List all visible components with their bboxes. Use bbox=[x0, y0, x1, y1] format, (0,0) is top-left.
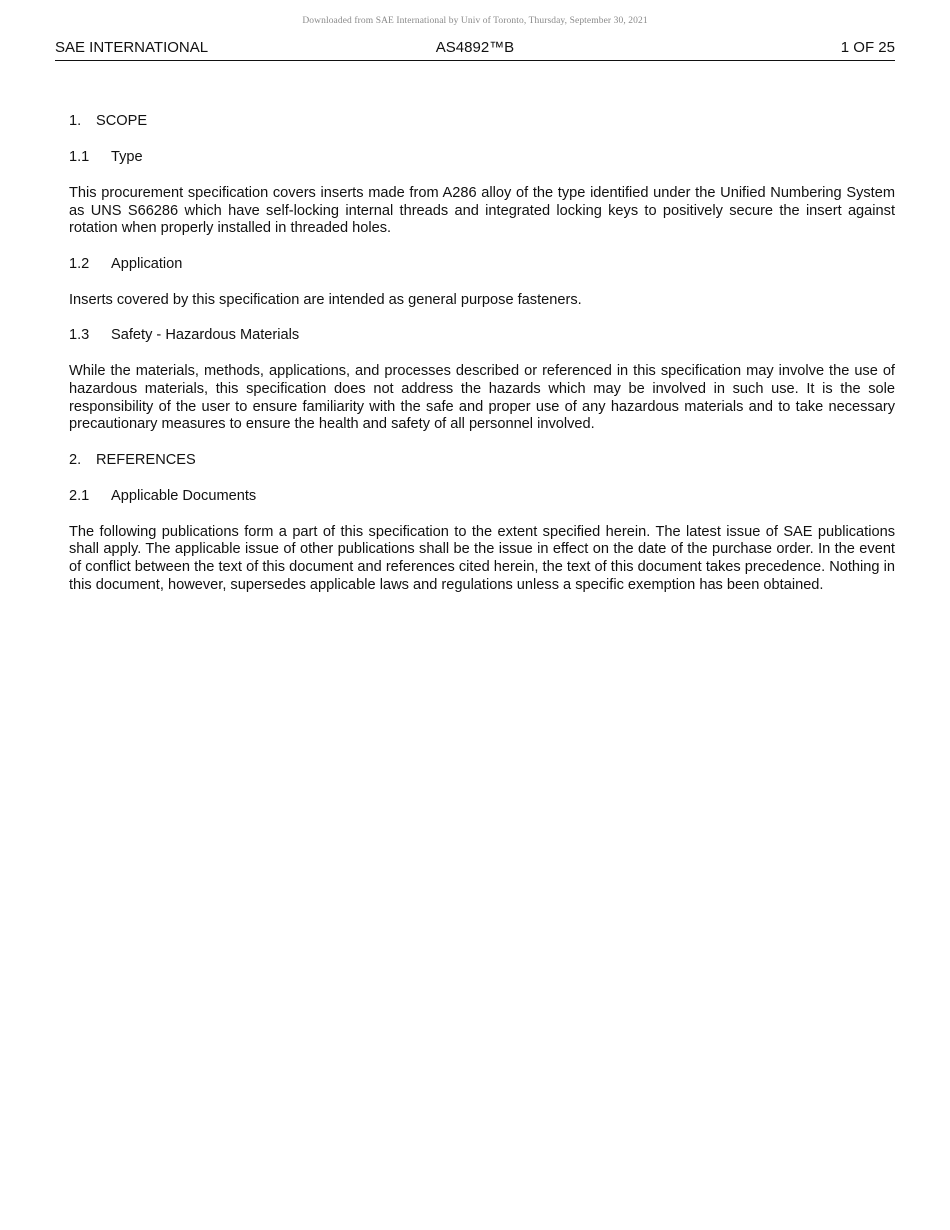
section-heading-scope bbox=[69, 113, 895, 131]
document-body bbox=[69, 113, 895, 594]
header-page-number: 1 OF 25 bbox=[840, 39, 895, 56]
section-title: SCOPE bbox=[96, 113, 148, 129]
paragraph-application: Inserts covered by this specification are intended as general purpose fasteners. bbox=[69, 291, 582, 308]
section-heading-applicable-documents bbox=[69, 488, 895, 506]
paragraph-safety: While the materials, methods, applications, and processes described or referenced in this specification may involve the use of hazardous materials, this specification does not address the hazards which may be involved in such use. It is the sole responsibility of the user to ensure familiarity with the safe and proper use of any hazardous materials and to take necessary precautionary measures to ensure the health and safety of all personnel involved. bbox=[69, 363, 895, 433]
paragraph-applicable-documents: The following publications form a part of this specification to the extent specified herein. The latest issue of SAE publications shall apply. The applicable issue of other publications shall be the issue in effect on the date of the purchase order. In the event of conflict between the text of this document and references cited herein, the text of this document takes precedence. Nothing in this document, however, supersedes applicable laws and regulations unless a specific exemption has been obtained. bbox=[69, 523, 895, 593]
header-organization: SAE INTERNATIONAL bbox=[55, 39, 209, 56]
paragraph-type: This procurement specification covers inserts made from A286 alloy of the type identified under the Unified Numbering System as UNS S66286 which have self-locking internal threads and integrated locking keys to positively secure the insert against rotation when properly installed in threaded holes. bbox=[69, 185, 895, 237]
section-title: Application bbox=[111, 255, 183, 272]
section-title: Safety - Hazardous Materials bbox=[111, 327, 300, 344]
section-title: Type bbox=[111, 149, 143, 165]
download-watermark: Downloaded from SAE International by Univ of Toronto, Thursday, September 30, 2021 bbox=[302, 16, 648, 26]
section-number: 2. bbox=[69, 451, 82, 468]
section-title: Applicable Documents bbox=[111, 487, 257, 504]
section-number: 1. bbox=[69, 113, 82, 129]
section-heading-safety bbox=[69, 327, 895, 345]
section-heading-references bbox=[69, 452, 895, 470]
section-number: 1.2 bbox=[69, 255, 90, 272]
section-heading-application bbox=[69, 256, 895, 274]
section-heading-type bbox=[69, 149, 895, 167]
section-number: 1.1 bbox=[69, 149, 90, 165]
section-number: 2.1 bbox=[69, 487, 90, 504]
section-title: REFERENCES bbox=[96, 451, 196, 468]
header-document-id: AS4892™B bbox=[435, 39, 515, 56]
section-number: 1.3 bbox=[69, 327, 90, 344]
page-header bbox=[55, 38, 895, 61]
